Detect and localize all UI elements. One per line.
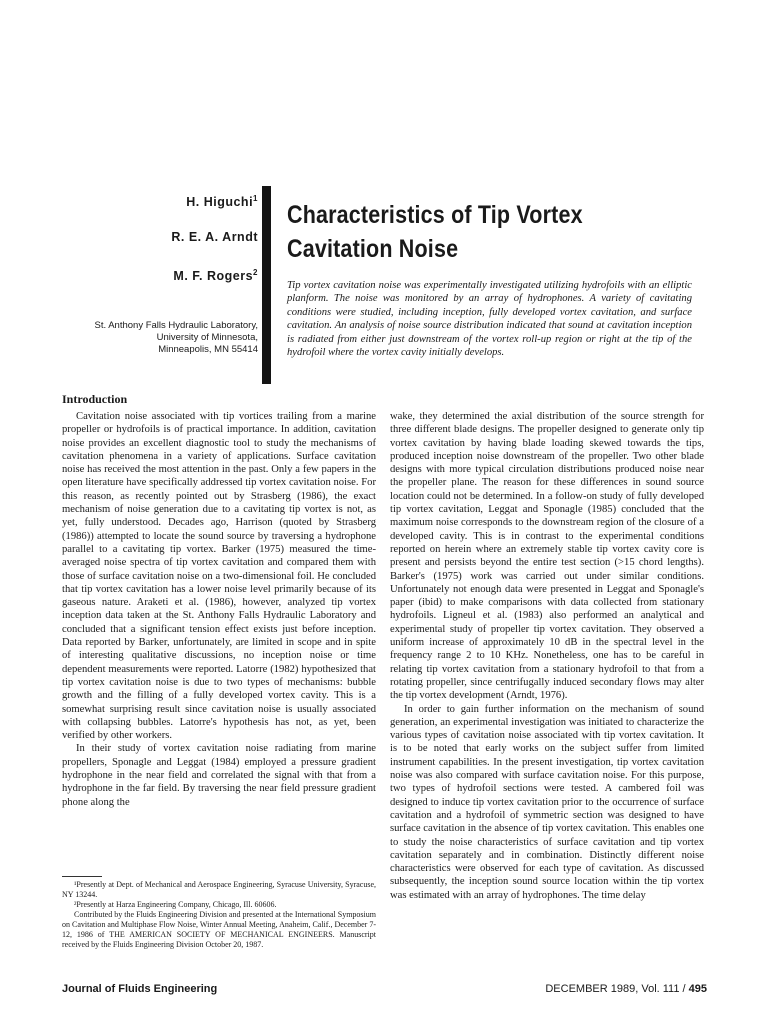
abstract: Tip vortex cavitation noise was experimentally investigated utilizing hydrofoils with an elliptic planform. The noise was monitored by an array of hydrophones. A variety of cavitating conditions were studied, including inception, fully developed vortex cavitation, and surface cavitation. An analysis of noise source distribution indicated that sound at cavitation inception is radiated from either just downstream of the vortex roll-up region or right at the tip of the hydrofoil where the vortex cavity initially develops. [287, 280, 692, 359]
journal-name: Journal of Fluids Engineering [62, 983, 218, 995]
footnote: ¹Presently at Dept. of Mechanical and Aerospace Engineering, Syracuse University, Syracuse, NY 13244. [62, 880, 376, 899]
footnote: Contributed by the Fluids Engineering Division and presented at the International Symposium on Cavitation and Multiphase Flow Noise, Winter Annual Meeting, Anaheim, Calif., December 7-12, 1986 of THE AMERICAN SOCIETY OF MECHANICAL ENGINEERS. Manuscript received by the Fluids Engineering Division October 20, 1987. [62, 910, 376, 949]
paragraph: Cavitation noise associated with tip vortices trailing from a marine propeller or hydrofoils is of practical importance. In addition, cavitation noise provides an excellent diagnostic tool to study the mechanisms of cavitation phenomena in a variety of applications. Surface cavitation noise has received the most attention in the past. Only a few papers in the open literature have specifically addressed tip vortex cavitation noise. For this reason, as recently pointed out by Strasberg (1986), the exact mechanism of noise generation due to a cavitating tip vortex is not, as yet, fully understood. Decades ago, Harrison (quoted by Strasberg (1986)) attempted to locate the sound source by traversing a hydrophone parallel to a cavitating tip vortex. Barker (1975) measured the time-averaged noise spectra of tip vortex cavitation and compared them with those of surface cavitation noise on a two-dimensional foil. He concluded that tip vortex cavitation has a lower noise level primarily because of its gaseous nature. Araketi et al. (1986), however, analyzed tip vortex inception data taken at the St. Anthony Falls Hydraulic Laboratory and concluded that a significant tension effect exists just before inception. Data reported by Barker, unfortunately, are limited in scope and in spite of interesting qualitative discussions, no inception noise or time dependent measurements were reported. Latorre (1982) hypothesized that tip vortex cavitation noise is due to two types of mechanisms: bubble growth and the filling of a fully developed vortex cavity. This is a somewhat surprising result since cavitation noise is usually associated with collapsing bubbles. Latorre's hypothesis has not, as yet, been verified by other workers. [62, 411, 376, 742]
section-heading: Introduction [62, 392, 128, 406]
paper-title: Characteristics of Tip Vortex Cavitation Noise [287, 201, 583, 263]
paragraph: wake, they determined the axial distribution of the source strength for three different blade designs. The propeller designed to generate only tip vortex cavitation by having blade loading skewed towards the tips, produced inception noise downstream of the propeller. Two other blade designs with more typical circulation distributions produced noise near the propeller plane. The reason for these differences in sound source location could not be determined. In a follow-on study of fully developed tip vortex cavitation, Leggat and Sponagle (1985) concluded that the maximum noise corresponds to the downstream region of the closure of a developed cavity. This is in contrast to the experimental conditions reported on herein where an extremely stable tip vortex cavity core is present and persists beyond the entire test section (>15 chord lengths). Barker's (1975) work was carried out under similar conditions. Unfortunately not enough data were presented in Leggat and Sponagle's paper (ibid) to make comparisons with data collected from stationary hydrofoils. Ligneul et al. (1983) also performed an analytical and experimental study of propeller tip vortex cavitation. They observed a uniform increase of approximately 10 dB in the spectral level in the frequency range 2 to 10 KHz. Nonetheless, one has to be careful in relating tip vortex cavitation from a stationary hydrofoil to that from a rotating propeller, since centrifugally induced secondary flows may alter the tip vortex development (Arndt, 1976). [390, 411, 704, 702]
paragraph: In order to gain further information on the mechanism of sound generation, an experimental investigation was initiated to characterize the various types of cavitation noise associated with tip vortex cavitation. It is to be noted that early works on the subject suffer from limited instrument capabilities. In the present investigation, tip vortex cavitation noise was also compared with surface cavitation noise. For this purpose, two types of hydrofoil sections were tested. A cambered foil was designed to induce tip vortex cavitation prior to the occurrence of surface cavitation and a hydrofoil of symmetric section was designed to have surface cavitation in the absence of tip vortex cavitation. This enables one to study the noise characteristics of surface cavitation and tip vortex cavitation separately and in combination. Distinctly different noise characteristics were observed for each type of cavitation. As discussed subsequently, the inception sound source location within the tip vortex was estimated with an array of hydrophones. The time delay [390, 703, 704, 901]
author-name: H. Higuchi$^1$ [186, 194, 258, 210]
page-number: 495 [688, 983, 707, 995]
body-column-left [62, 410, 376, 809]
footnote: ²Presently at Harza Engineering Company, Chicago, Ill. 60606. [74, 900, 277, 909]
author-name: R. E. A. Arndt [171, 230, 258, 244]
affiliation: St. Anthony Falls Hydraulic Laboratory, University of Minnesota, Minneapolis, MN 55414 [94, 320, 258, 355]
issue-info: DECEMBER 1989, Vol. 111 / 495 [545, 983, 707, 995]
footnote-rule [62, 876, 102, 877]
body-column-right [390, 410, 704, 902]
paragraph: In their study of vortex cavitation noise radiating from marine propellers, Sponagle and Leggat (1984) employed a pressure gradient hydrophone in the near field and correlated the signal with that from a hydrophone in the far field. By traversing the near field pressure gradient phone along the [62, 743, 376, 808]
title-rule [262, 186, 271, 384]
author-name: M. F. Rogers$^2$ [173, 268, 258, 284]
footnotes [62, 880, 376, 950]
